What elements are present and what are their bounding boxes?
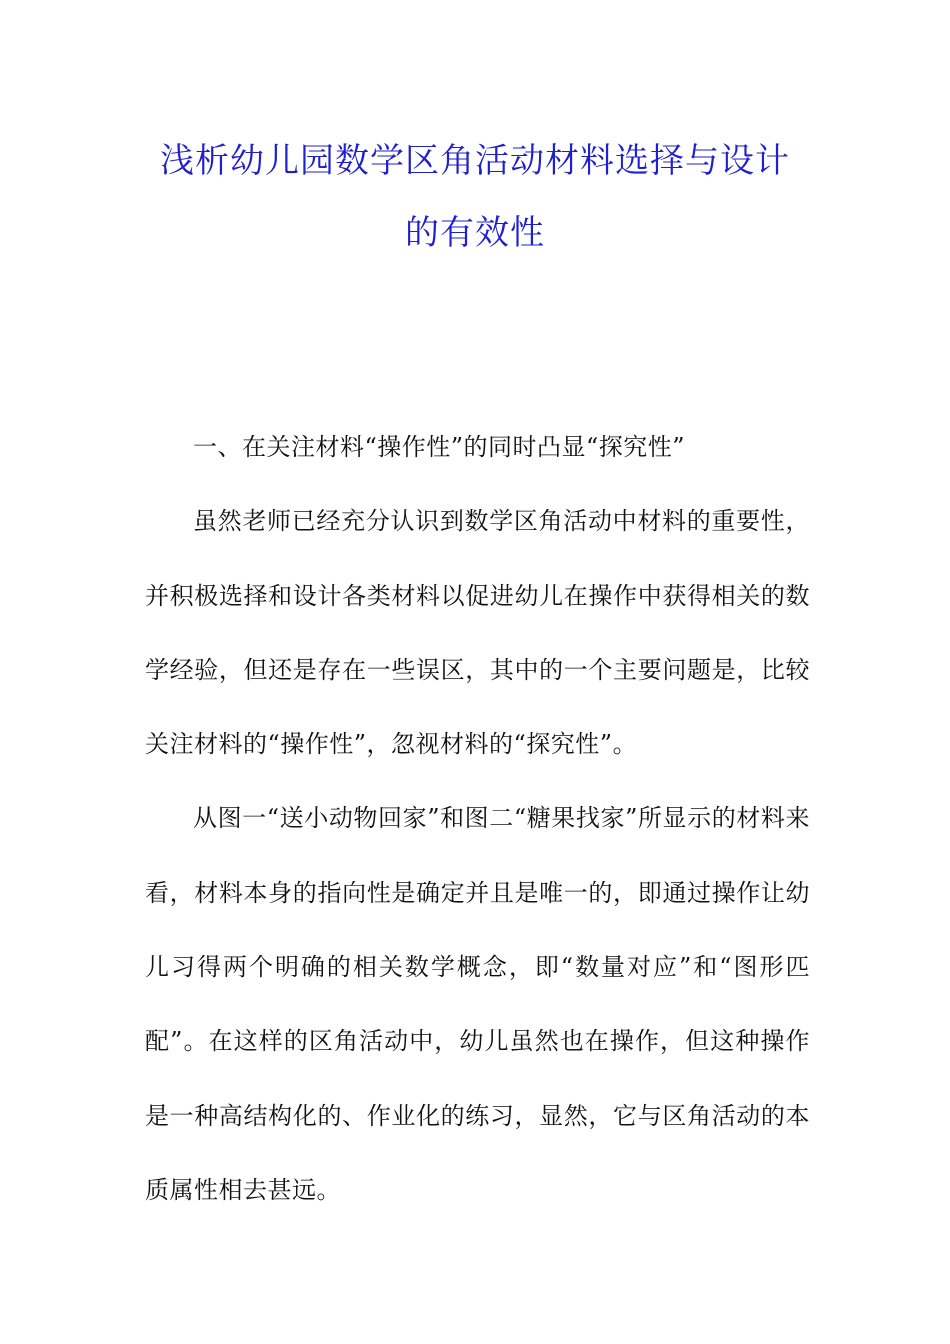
paragraph-1: 虽然老师已经充分认识到数学区角活动中材料的重要性，并积极选择和设计各类材料以促进幼儿在操作中获得相关的数学经验，但还是存在一些误区，其中的一个主要问题是，比较关注材料的“操作性”，忽视材料的“探究性”。 [145,507,810,759]
document-title-line-2: 的有效性 [405,213,545,253]
document-body [145,410,810,1227]
paragraph-2: 从图一“送小动物回家”和图二“糖果找家”所显示的材料来看，材料本身的指向性是确定并且是唯一的，即通过操作让幼儿习得两个明确的相关数学概念，即“数量对应”和“图形匹配”。在这样的区角活动中，幼儿虽然也在操作，但这种操作是一种高结构化的、作业化的练习，显然，它与区角活动的本质属性相去甚远。 [145,804,810,1204]
section-heading: 一、在关注材料“操作性”的同时凸显“探究性” [193,433,686,461]
document-title-line-1: 浅析幼儿园数学区角活动材料选择与设计 [160,141,790,181]
